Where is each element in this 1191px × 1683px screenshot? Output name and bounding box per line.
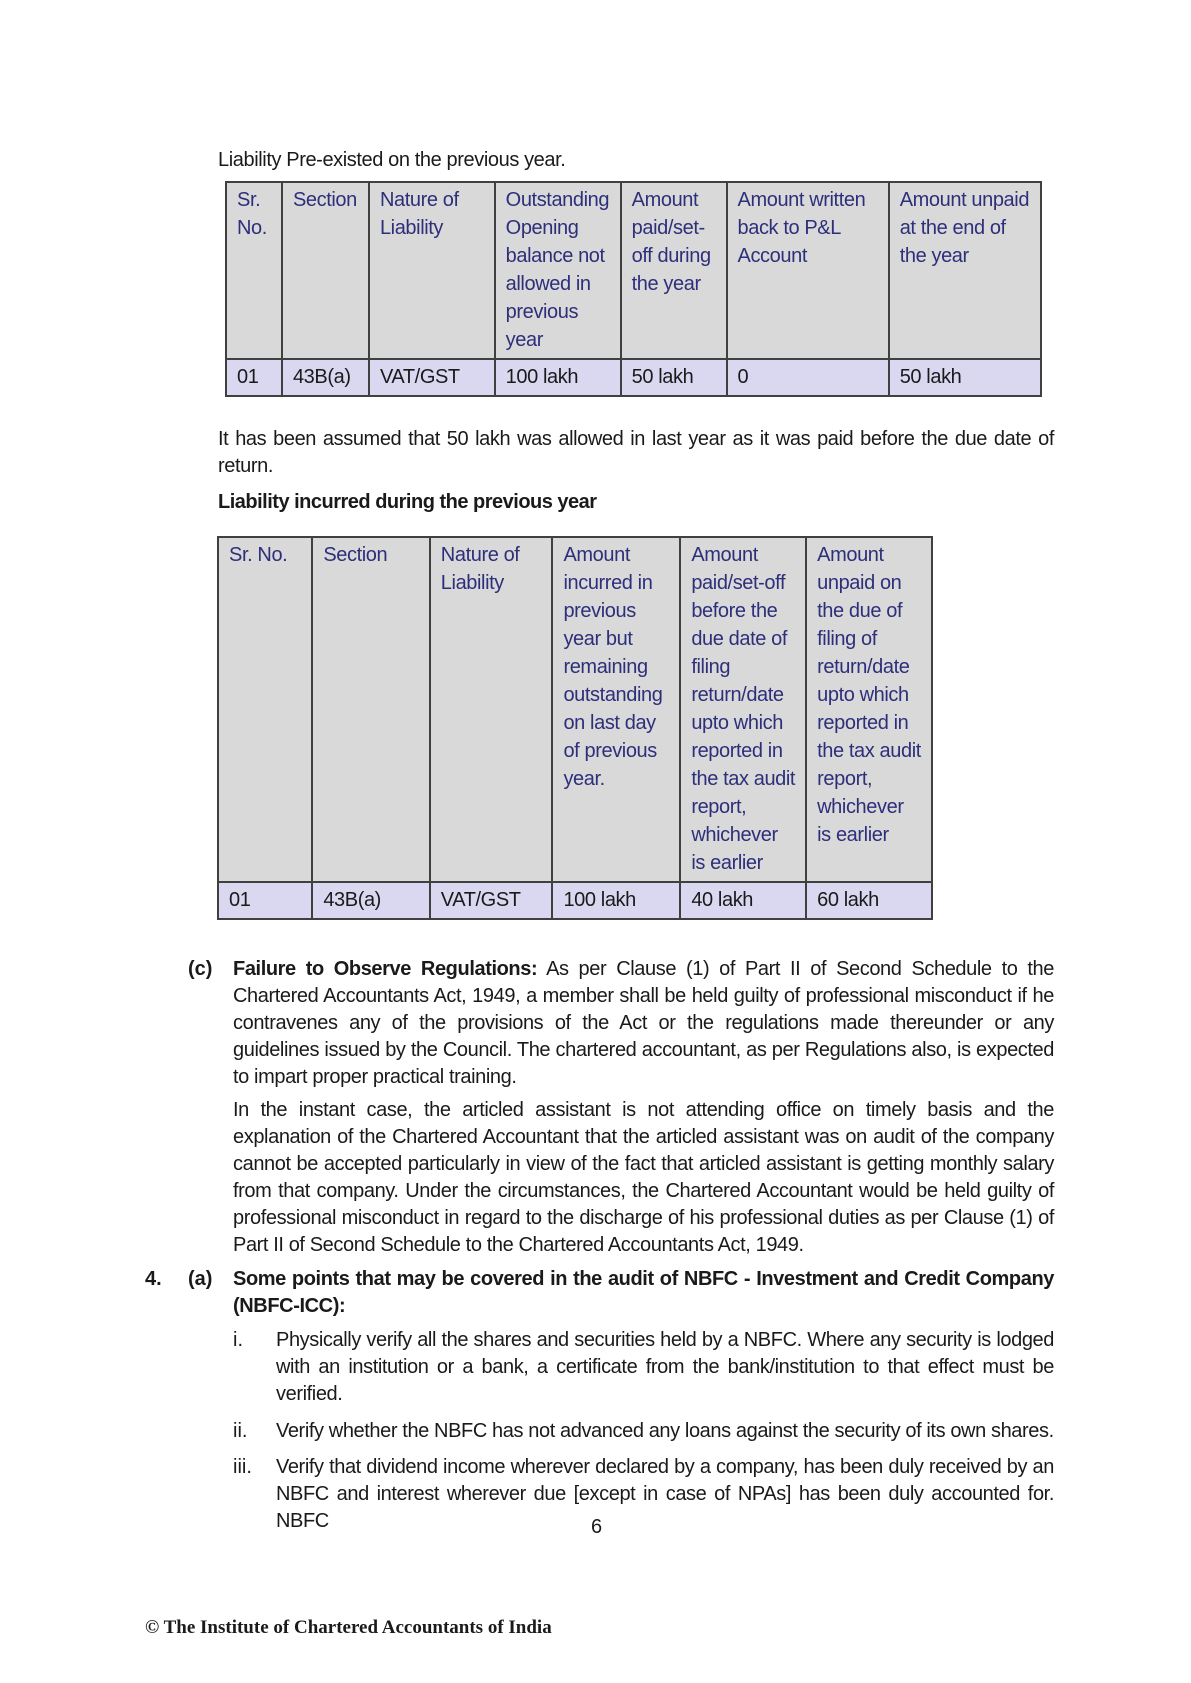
table-cell: 100 lakh xyxy=(552,882,680,919)
header-cell: Amount written back to P&L Account xyxy=(727,182,889,359)
header-cell: Section xyxy=(312,537,429,882)
table-cell: 100 lakh xyxy=(495,359,621,396)
table-cell: 40 lakh xyxy=(680,882,806,919)
question-number: 4. xyxy=(145,1268,162,1290)
list-item: Verify whether the NBFC has not advanced any loans against the security of its own shares. xyxy=(276,1420,1054,1442)
question-title: Some points that may be covered in the audit of NBFC - Investment and Credit Company (NBFC-ICC): xyxy=(233,1268,1054,1317)
header-cell: Amount unpaid at the end of the year xyxy=(889,182,1041,359)
part-c-text: As per Clause (1) of Part II of Second Schedule to the Chartered Accountants Act, 1949, a member shall be held guilty of professional misconduct if he contravenes any of the provisions of the Act or the regulations made thereunder or any guidelines issued by the Council. The chartered accountant, as per Regulations also, is expected to impart proper practical training. xyxy=(233,958,1054,1088)
part-c-title: Failure to Observe Regulations: xyxy=(233,958,538,980)
table-row xyxy=(218,882,932,919)
table-cell: VAT/GST xyxy=(369,359,495,396)
liability-incurred-table xyxy=(217,536,933,920)
table-cell: 50 lakh xyxy=(889,359,1041,396)
list-item-number: iii. xyxy=(233,1456,252,1478)
header-cell: Nature of Liability xyxy=(430,537,553,882)
header-cell: Amount paid/set-off during the year xyxy=(621,182,727,359)
header-cell: Amount paid/set-off before the due date of filing return/date upto which reported in the tax audit report, whichever is earlier xyxy=(680,537,806,882)
header-cell: Section xyxy=(282,182,369,359)
liability-preexisted-table xyxy=(225,181,1042,397)
part-c-label: (c) xyxy=(188,958,213,980)
table-header-row xyxy=(218,537,932,882)
table-cell: 43B(a) xyxy=(312,882,429,919)
header-cell: Outstanding Opening balance not allowed in previous year xyxy=(495,182,621,359)
table-cell: 43B(a) xyxy=(282,359,369,396)
footer-copyright: © The Institute of Chartered Accountants of India xyxy=(145,1617,552,1638)
part-c-paragraph-2: In the instant case, the articled assistant is not attending office on timely basis and the explanation of the Chartered Accountant that the articled assistant was on audit of the company cannot be accepted particularly in view of the fact that articled assistant is getting monthly salary from that company. Under the circumstances, the Chartered Accountant would be held guilty of professional misconduct in regard to the discharge of his professional duties as per Clause (1) of Part II of Second Schedule to the Chartered Accountants Act, 1949. xyxy=(233,1099,1054,1256)
header-cell: Amount incurred in previous year but remaining outstanding on last day of previous year. xyxy=(552,537,680,882)
list-item: Verify that dividend income wherever declared by a company, has been duly received by an NBFC and interest wherever due [except in case of NPAs] has been duly accounted for. NBFC xyxy=(276,1456,1054,1532)
table-cell: 01 xyxy=(218,882,312,919)
header-cell: Nature of Liability xyxy=(369,182,495,359)
header-cell: Sr. No. xyxy=(226,182,282,359)
header-cell: Amount unpaid on the due of filing of return/date upto which reported in the tax audit report, whichever is earlier xyxy=(806,537,932,882)
header-cell: Sr. No. xyxy=(218,537,312,882)
section-subheading: Liability incurred during the previous year xyxy=(218,491,597,513)
list-item-number: ii. xyxy=(233,1420,248,1442)
assumption-note: It has been assumed that 50 lakh was allowed in last year as it was paid before the due date of return. xyxy=(218,428,1054,477)
intro-text: Liability Pre-existed on the previous year. xyxy=(218,149,566,171)
question-part-label: (a) xyxy=(188,1268,213,1290)
part-c-paragraph-1 xyxy=(233,956,1054,1091)
table-header-row xyxy=(226,182,1041,359)
page-number: 6 xyxy=(591,1516,603,1538)
table-cell: 50 lakh xyxy=(621,359,727,396)
table-cell: VAT/GST xyxy=(430,882,553,919)
table-cell: 0 xyxy=(727,359,889,396)
list-item: Physically verify all the shares and securities held by a NBFC. Where any security is lodged with an institution or a bank, a certificate from the bank/institution to that effect must be verified. xyxy=(276,1329,1054,1405)
list-item-number: i. xyxy=(233,1329,243,1351)
table-cell: 60 lakh xyxy=(806,882,932,919)
table-row xyxy=(226,359,1041,396)
table-cell: 01 xyxy=(226,359,282,396)
